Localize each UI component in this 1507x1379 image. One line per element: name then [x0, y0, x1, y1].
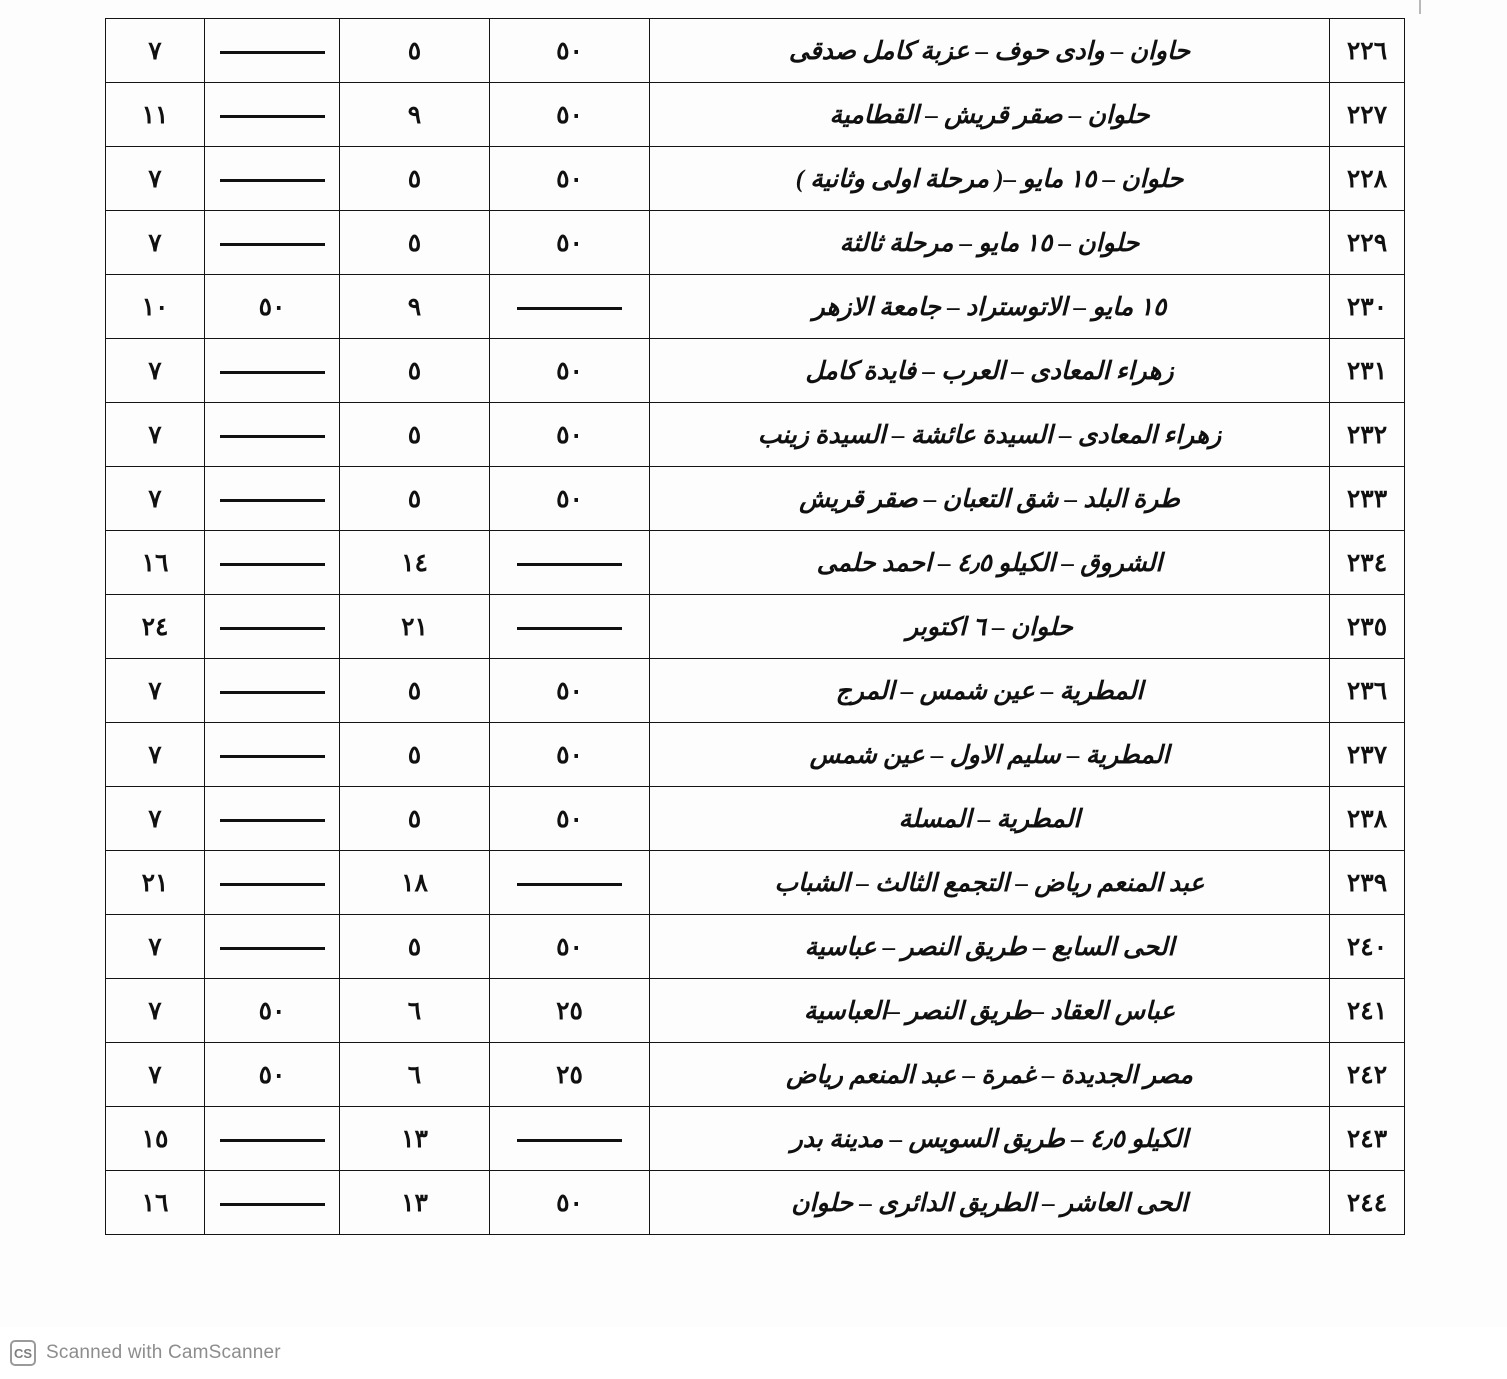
- dash-placeholder-icon: [220, 435, 325, 438]
- value-cell-4: ٢٤: [106, 595, 205, 659]
- value-cell-1: [490, 851, 650, 915]
- route-name-cell: الحى العاشر – الطريق الدائرى – حلوان: [650, 1171, 1330, 1235]
- dash-placeholder-icon: [220, 947, 325, 950]
- value-cell-3: [205, 83, 340, 147]
- value-cell-2: ٥: [340, 403, 490, 467]
- value-cell-3: [205, 851, 340, 915]
- row-number-cell: ٢٣٠: [1330, 275, 1405, 339]
- value-cell-2: ٩: [340, 83, 490, 147]
- row-number-cell: ٢٣٢: [1330, 403, 1405, 467]
- value-cell-2: ٦: [340, 979, 490, 1043]
- dash-placeholder-icon: [517, 563, 622, 566]
- value-cell-1: ٥٠: [490, 723, 650, 787]
- value-cell-1: [490, 275, 650, 339]
- route-name-cell: زهراء المعادى – السيدة عائشة – السيدة زينب: [650, 403, 1330, 467]
- route-name-cell: عبد المنعم رياض – التجمع الثالث – الشباب: [650, 851, 1330, 915]
- value-cell-4: ٧: [106, 915, 205, 979]
- table-row: [106, 211, 1405, 275]
- table-row: [106, 531, 1405, 595]
- camscanner-label: Scanned with CamScanner: [46, 1342, 281, 1363]
- value-cell-4: ٧: [106, 339, 205, 403]
- value-cell-4: ١٥: [106, 1107, 205, 1171]
- dash-placeholder-icon: [220, 499, 325, 502]
- value-cell-1: ٥٠: [490, 19, 650, 83]
- value-cell-3: [205, 1171, 340, 1235]
- table-row: [106, 275, 1405, 339]
- value-cell-3: [205, 787, 340, 851]
- route-name-cell: زهراء المعادى – العرب – فايدة كامل: [650, 339, 1330, 403]
- value-cell-4: ٧: [106, 403, 205, 467]
- table-row: [106, 659, 1405, 723]
- value-cell-3: [205, 659, 340, 723]
- route-name-cell: الكيلو ٤٫٥ – طريق السويس – مدينة بدر: [650, 1107, 1330, 1171]
- row-number-cell: ٢٣٧: [1330, 723, 1405, 787]
- dash-placeholder-icon: [517, 883, 622, 886]
- value-cell-1: ٢٥: [490, 979, 650, 1043]
- route-name-cell: المطرية – عين شمس – المرج: [650, 659, 1330, 723]
- route-name-cell: مصر الجديدة – غمرة – عبد المنعم رياض: [650, 1043, 1330, 1107]
- value-cell-4: ٧: [106, 659, 205, 723]
- dash-placeholder-icon: [220, 1139, 325, 1142]
- dash-placeholder-icon: [517, 627, 622, 630]
- value-cell-2: ١٨: [340, 851, 490, 915]
- value-cell-3: [205, 19, 340, 83]
- table-row: [106, 1171, 1405, 1235]
- row-number-cell: ٢٢٨: [1330, 147, 1405, 211]
- row-number-cell: ٢٤٠: [1330, 915, 1405, 979]
- dash-placeholder-icon: [220, 115, 325, 118]
- value-cell-3: [205, 1107, 340, 1171]
- dash-placeholder-icon: [220, 1203, 325, 1206]
- value-cell-1: ٥٠: [490, 403, 650, 467]
- value-cell-1: ٥٠: [490, 467, 650, 531]
- value-cell-4: ١٦: [106, 531, 205, 595]
- value-cell-4: ٧: [106, 467, 205, 531]
- table-row: [106, 979, 1405, 1043]
- value-cell-4: ٧: [106, 19, 205, 83]
- dash-placeholder-icon: [220, 755, 325, 758]
- value-cell-1: ٥٠: [490, 1171, 650, 1235]
- table-row: [106, 851, 1405, 915]
- value-cell-4: ٧: [106, 979, 205, 1043]
- dash-placeholder-icon: [220, 51, 325, 54]
- value-cell-4: ١٦: [106, 1171, 205, 1235]
- value-cell-1: ٥٠: [490, 339, 650, 403]
- table-row: [106, 1107, 1405, 1171]
- dash-placeholder-icon: [220, 819, 325, 822]
- table-container: [105, 18, 1405, 1308]
- route-name-cell: حلوان – صقر قريش – القطامية: [650, 83, 1330, 147]
- route-name-cell: ١٥ مايو – الاتوستراد – جامعة الازهر: [650, 275, 1330, 339]
- value-cell-2: ١٣: [340, 1171, 490, 1235]
- value-cell-4: ٧: [106, 211, 205, 275]
- row-number-cell: ٢٢٧: [1330, 83, 1405, 147]
- value-cell-2: ٥: [340, 723, 490, 787]
- row-number-cell: ٢٣٤: [1330, 531, 1405, 595]
- row-number-cell: ٢٣٣: [1330, 467, 1405, 531]
- value-cell-2: ٢١: [340, 595, 490, 659]
- value-cell-3: [205, 915, 340, 979]
- value-cell-3: [205, 147, 340, 211]
- table-row: [106, 595, 1405, 659]
- value-cell-1: ٥٠: [490, 211, 650, 275]
- value-cell-3: [205, 211, 340, 275]
- value-cell-3: ٥٠: [205, 1043, 340, 1107]
- value-cell-2: ٩: [340, 275, 490, 339]
- table-row: [106, 787, 1405, 851]
- table-row: [106, 83, 1405, 147]
- route-name-cell: حلوان – ١٥ مايو – مرحلة ثالثة: [650, 211, 1330, 275]
- table-row: [106, 403, 1405, 467]
- camscanner-footer: [0, 1327, 1507, 1379]
- camscanner-badge-icon: CS: [10, 1340, 36, 1366]
- route-name-cell: الحى السابع – طريق النصر – عباسية: [650, 915, 1330, 979]
- row-number-cell: ٢٣١: [1330, 339, 1405, 403]
- value-cell-4: ١١: [106, 83, 205, 147]
- row-number-cell: ٢٣٨: [1330, 787, 1405, 851]
- value-cell-2: ٥: [340, 147, 490, 211]
- dash-placeholder-icon: [220, 883, 325, 886]
- row-number-cell: ٢٢٦: [1330, 19, 1405, 83]
- table-row: [106, 467, 1405, 531]
- row-number-cell: ٢٤٣: [1330, 1107, 1405, 1171]
- value-cell-4: ٧: [106, 723, 205, 787]
- dash-placeholder-icon: [220, 563, 325, 566]
- route-name-cell: حلوان – ٦ اكتوبر: [650, 595, 1330, 659]
- value-cell-1: [490, 1107, 650, 1171]
- value-cell-2: ٥: [340, 467, 490, 531]
- value-cell-2: ٥: [340, 339, 490, 403]
- value-cell-4: ٢١: [106, 851, 205, 915]
- value-cell-3: ٥٠: [205, 275, 340, 339]
- table-row: [106, 1043, 1405, 1107]
- value-cell-4: ٧: [106, 787, 205, 851]
- value-cell-2: ٥: [340, 211, 490, 275]
- row-number-cell: ٢٤١: [1330, 979, 1405, 1043]
- dash-placeholder-icon: [220, 179, 325, 182]
- value-cell-3: ٥٠: [205, 979, 340, 1043]
- dash-placeholder-icon: [220, 691, 325, 694]
- row-number-cell: ٢٣٩: [1330, 851, 1405, 915]
- table-row: [106, 723, 1405, 787]
- value-cell-1: ٥٠: [490, 659, 650, 723]
- value-cell-4: ٧: [106, 1043, 205, 1107]
- dash-placeholder-icon: [220, 371, 325, 374]
- dash-placeholder-icon: [220, 627, 325, 630]
- table-row: [106, 147, 1405, 211]
- table-row: [106, 19, 1405, 83]
- stray-scan-mark: [1419, 0, 1421, 14]
- dash-placeholder-icon: [517, 1139, 622, 1142]
- route-name-cell: عباس العقاد –طريق النصر –العباسية: [650, 979, 1330, 1043]
- value-cell-1: ٥٠: [490, 83, 650, 147]
- value-cell-4: ٧: [106, 147, 205, 211]
- value-cell-1: [490, 595, 650, 659]
- value-cell-3: [205, 403, 340, 467]
- value-cell-2: ٥: [340, 787, 490, 851]
- value-cell-3: [205, 723, 340, 787]
- value-cell-2: ٥: [340, 915, 490, 979]
- value-cell-2: ١٣: [340, 1107, 490, 1171]
- route-name-cell: طرة البلد – شق التعبان – صقر قريش: [650, 467, 1330, 531]
- value-cell-2: ٥: [340, 19, 490, 83]
- value-cell-1: ٥٠: [490, 915, 650, 979]
- value-cell-3: [205, 467, 340, 531]
- row-number-cell: ٢٣٦: [1330, 659, 1405, 723]
- row-number-cell: ٢٢٩: [1330, 211, 1405, 275]
- row-number-cell: ٢٣٥: [1330, 595, 1405, 659]
- value-cell-3: [205, 531, 340, 595]
- row-number-cell: ٢٤٤: [1330, 1171, 1405, 1235]
- value-cell-1: ٥٠: [490, 787, 650, 851]
- route-name-cell: حاوان – وادى حوف – عزبة كامل صدقى: [650, 19, 1330, 83]
- value-cell-3: [205, 339, 340, 403]
- value-cell-2: ٦: [340, 1043, 490, 1107]
- table-row: [106, 339, 1405, 403]
- route-name-cell: المطرية – المسلة: [650, 787, 1330, 851]
- route-name-cell: المطرية – سليم الاول – عين شمس: [650, 723, 1330, 787]
- value-cell-3: [205, 595, 340, 659]
- table-row: [106, 915, 1405, 979]
- routes-table: [105, 18, 1405, 1235]
- row-number-cell: ٢٤٢: [1330, 1043, 1405, 1107]
- value-cell-1: ٥٠: [490, 147, 650, 211]
- value-cell-4: ١٠: [106, 275, 205, 339]
- table-body: [106, 19, 1405, 1235]
- value-cell-1: ٢٥: [490, 1043, 650, 1107]
- value-cell-1: [490, 531, 650, 595]
- value-cell-2: ١٤: [340, 531, 490, 595]
- route-name-cell: حلوان – ١٥ مايو –( مرحلة اولى وثانية ): [650, 147, 1330, 211]
- value-cell-2: ٥: [340, 659, 490, 723]
- dash-placeholder-icon: [220, 243, 325, 246]
- dash-placeholder-icon: [517, 307, 622, 310]
- route-name-cell: الشروق – الكيلو ٤٫٥ – احمد حلمى: [650, 531, 1330, 595]
